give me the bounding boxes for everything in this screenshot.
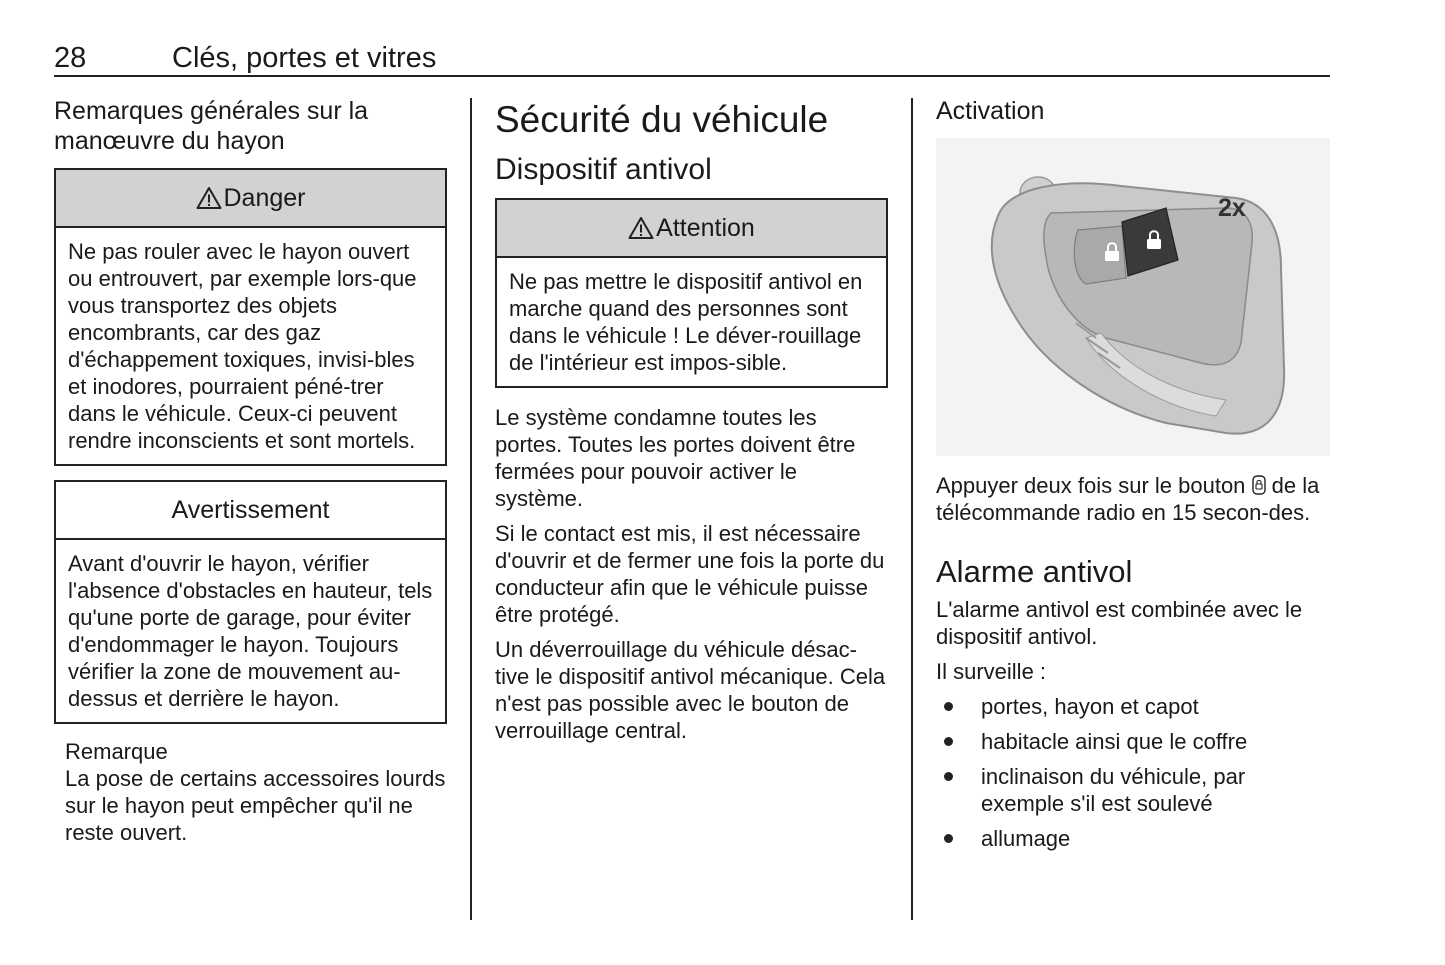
paragraph: Si le contact est mis, il est nécessaire d'ouvrir et de fermer une fois la porte du conducteur afin que le véhicule puisse être protégé. bbox=[495, 521, 885, 627]
bullet-icon bbox=[944, 772, 953, 781]
column-divider-1 bbox=[470, 98, 472, 920]
danger-box-header bbox=[56, 170, 445, 228]
bullet-icon bbox=[944, 702, 953, 711]
key-fob-illustration bbox=[936, 138, 1330, 456]
header-rule bbox=[54, 75, 1330, 77]
alarm-heading: Alarme antivol bbox=[936, 554, 1133, 589]
paragraph: Un déverrouillage du véhicule désac-tive le dispositif antivol mécanique. Cela n'est pas possible avec le bouton de verrouillage central. bbox=[495, 637, 886, 743]
activation-text-before: Appuyer deux fois sur le bouton bbox=[936, 473, 1246, 498]
page-number: 28 bbox=[54, 42, 87, 74]
attention-title: Attention bbox=[656, 213, 755, 242]
activation-text bbox=[936, 472, 1330, 526]
list-item: inclinaison du véhicule, par exemple s'il est soulevé bbox=[936, 763, 1330, 817]
column-1 bbox=[54, 96, 447, 846]
list-item: portes, hayon et capot bbox=[936, 693, 1330, 720]
column-3 bbox=[936, 96, 1330, 860]
activation-subtitle: Activation bbox=[936, 97, 1045, 125]
warning-triangle-icon bbox=[628, 216, 654, 240]
section-subheading: Dispositif antivol bbox=[495, 153, 712, 186]
danger-box bbox=[54, 168, 447, 466]
list-item: habitacle ainsi que le coffre bbox=[936, 728, 1330, 755]
column-2 bbox=[495, 96, 888, 752]
column-divider-2 bbox=[911, 98, 913, 920]
chapter-title: Clés, portes et vitres bbox=[172, 42, 437, 74]
attention-text: Ne pas mettre le dispositif antivol en marche quand des personnes sont dans le véhicule ! Le déver-rouillage de l'intérieur est impos-sible. bbox=[509, 269, 863, 375]
avertissement-box-header bbox=[56, 482, 445, 540]
avertissement-title: Avertissement bbox=[171, 495, 330, 524]
monitors-label: Il surveille : bbox=[936, 659, 1047, 684]
attention-box-header bbox=[497, 200, 886, 258]
alarm-text: L'alarme antivol est combinée avec le dispositif antivol. bbox=[936, 597, 1303, 649]
remarque-title: Remarque bbox=[65, 739, 168, 764]
monitor-list bbox=[936, 693, 1330, 852]
list-item: allumage bbox=[936, 825, 1330, 852]
lock-icon bbox=[1252, 475, 1266, 495]
danger-title: Danger bbox=[223, 183, 306, 212]
danger-text: Ne pas rouler avec le hayon ouvert ou entrouvert, par exemple lors-que vous transportez des objets encombrants, car des gaz d'échappement toxiques, invisi-bles et inodores, pourraient péné-trer dans le véhicule. Ceux-ci peuvent rendre inconscients et sont mortels. bbox=[68, 239, 417, 453]
avertissement-text: Avant d'ouvrir le hayon, vérifier l'absence d'obstacles en hauteur, tels qu'une porte de garage, pour éviter d'endommager le hayon. Toujours vérifier la zone de mouvement au-dessus et derrière le hayon. bbox=[68, 551, 433, 711]
bullet-icon bbox=[944, 737, 953, 746]
section-heading: Sécurité du véhicule bbox=[495, 99, 829, 140]
figure-label: 2x bbox=[1218, 194, 1246, 222]
remarque-note bbox=[54, 738, 447, 846]
paragraph: Le système condamne toutes les portes. Toutes les portes doivent être fermées pour pouvoir activer le système. bbox=[495, 405, 856, 511]
attention-box bbox=[495, 198, 888, 388]
avertissement-box bbox=[54, 480, 447, 724]
key-fob-icon bbox=[936, 138, 1330, 456]
activation-text-after: de la télécommande radio en 15 secon-des. bbox=[936, 473, 1320, 525]
remarque-text: La pose de certains accessoires lourds sur le hayon peut empêcher qu'il ne reste ouvert. bbox=[65, 766, 446, 845]
section-subtitle: Remarques générales sur la manœuvre du hayon bbox=[54, 97, 369, 155]
bullet-icon bbox=[944, 834, 953, 843]
warning-triangle-icon bbox=[196, 186, 222, 210]
